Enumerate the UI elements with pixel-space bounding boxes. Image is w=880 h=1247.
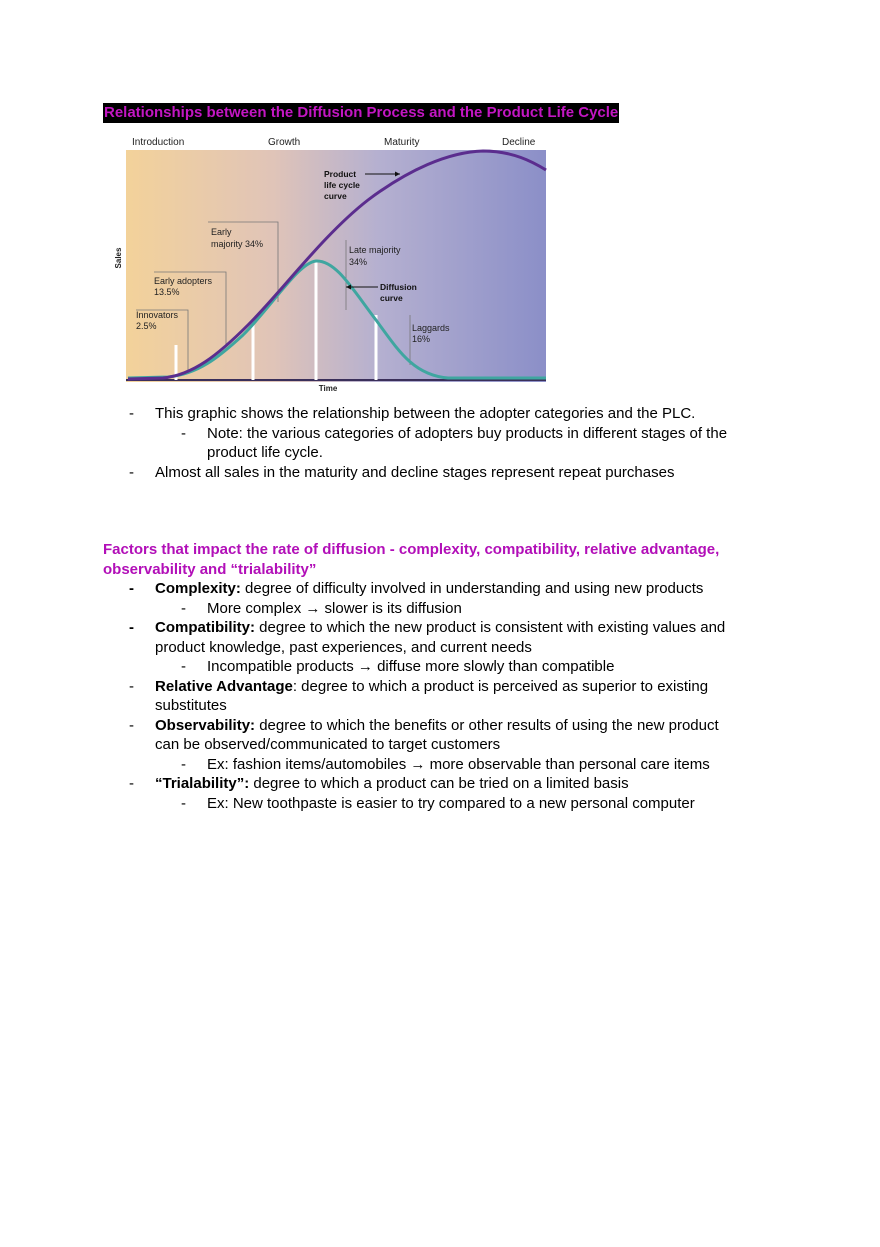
sub-item — [0, 794, 880, 814]
list-item-trialability — [0, 774, 880, 794]
bullet-dash: - — [129, 580, 134, 597]
diffusion-label-2: curve — [380, 293, 403, 303]
list-item-complexity — [0, 579, 880, 599]
list-item-continuation — [0, 696, 880, 716]
section-heading — [103, 540, 783, 579]
term: Compatibility: — [155, 619, 255, 636]
definition: : degree to which a product is perceived as superior to existing — [292, 677, 709, 695]
definition: degree to which the benefits or other results of using the new product — [255, 716, 719, 734]
plc-label-2: life cycle — [324, 180, 360, 190]
sub-item — [0, 599, 880, 619]
bullet-dash: - — [181, 755, 186, 773]
stage-introduction: Introduction — [132, 137, 185, 148]
bullet-dash: - — [129, 405, 134, 422]
heading-line-2: observability and “trialability” — [103, 560, 317, 578]
definition: degree to which the new product is consistent with existing values and — [255, 619, 726, 636]
innovators-label: Innovators — [136, 310, 179, 320]
stage-growth: Growth — [268, 137, 301, 148]
bullet-text: This graphic shows the relationship between the adopter categories and the PLC. — [155, 405, 696, 422]
sub-text: More complex → slower is its diffusion — [207, 599, 462, 617]
list-item-continuation — [0, 638, 880, 658]
list-item-continuation — [0, 735, 880, 755]
late-majority-label: Late majority — [349, 245, 401, 255]
bullet-dash: - — [129, 716, 134, 734]
diffusion-plc-figure — [108, 130, 548, 395]
laggards-label: Laggards — [412, 323, 450, 333]
list-item — [0, 424, 880, 444]
list-item — [0, 463, 880, 483]
list-item — [0, 404, 880, 424]
x-axis-label: Time — [318, 384, 338, 393]
section-title: Relationships between the Diffusion Process and the Product Life Cycle — [104, 104, 619, 121]
sub-item — [0, 657, 880, 677]
bullet-dash: - — [129, 775, 134, 792]
term: “Trialability”: — [155, 775, 250, 792]
late-majority-pct: 34% — [349, 257, 368, 267]
bullet-dash: - — [181, 424, 186, 442]
definition: degree to which a product can be tried on a limited basis — [249, 775, 629, 792]
innovators-pct: 2.5% — [136, 321, 157, 331]
diffusion-label-1: Diffusion — [380, 282, 417, 292]
early-adopters-label: Early adopters — [154, 276, 213, 286]
sub-text: Ex: New toothpaste is easier to try compared to a new personal computer — [207, 794, 695, 812]
list-item-observability — [0, 716, 880, 736]
plc-label-1: Product — [324, 169, 357, 179]
sub-item — [0, 755, 880, 775]
figure-notes — [0, 404, 880, 482]
stage-maturity: Maturity — [384, 137, 420, 148]
bullet-dash: - — [129, 677, 134, 695]
sub-text: Ex: fashion items/automobiles → more observable than personal care items — [207, 755, 710, 773]
heading-line-1: Factors that impact the rate of diffusion - complexity, compatibility, relative advantage, — [103, 541, 720, 558]
early-adopters-pct: 13.5% — [154, 287, 180, 297]
sub-text: Incompatible products → diffuse more slowly than compatible — [207, 658, 615, 675]
figure-svg — [108, 130, 548, 395]
list-item-compatibility — [0, 618, 880, 638]
definition-cont: product knowledge, past experiences, and current needs — [155, 638, 532, 656]
factors-list — [0, 579, 880, 813]
bullet-text: Almost all sales in the maturity and decline stages represent repeat purchases — [155, 463, 675, 481]
early-majority-label: Early — [211, 227, 232, 237]
bullet-dash: - — [181, 658, 186, 675]
bullet-text: product life cycle. — [207, 444, 323, 461]
stage-decline: Decline — [502, 137, 536, 148]
bullet-dash: - — [129, 619, 134, 636]
bullet-dash: - — [181, 599, 186, 617]
list-item-relative-advantage — [0, 677, 880, 697]
term: Complexity: — [155, 580, 241, 597]
plc-label-3: curve — [324, 191, 347, 201]
bullet-text: Note: the various categories of adopters buy products in different stages of the — [207, 424, 728, 442]
bullet-dash: - — [129, 463, 134, 481]
definition-cont: can be observed/communicated to target customers — [155, 736, 501, 753]
definition-cont: substitutes — [155, 697, 227, 714]
bullet-dash: - — [181, 794, 186, 812]
early-majority-pct: majority 34% — [211, 239, 264, 249]
laggards-pct: 16% — [412, 334, 431, 344]
term: Observability: — [155, 716, 256, 734]
definition: degree of difficulty involved in understanding and using new products — [240, 580, 704, 597]
list-item-continuation — [0, 443, 880, 463]
term: Relative Advantage — [155, 677, 293, 695]
y-axis-label: Sales — [114, 247, 123, 269]
